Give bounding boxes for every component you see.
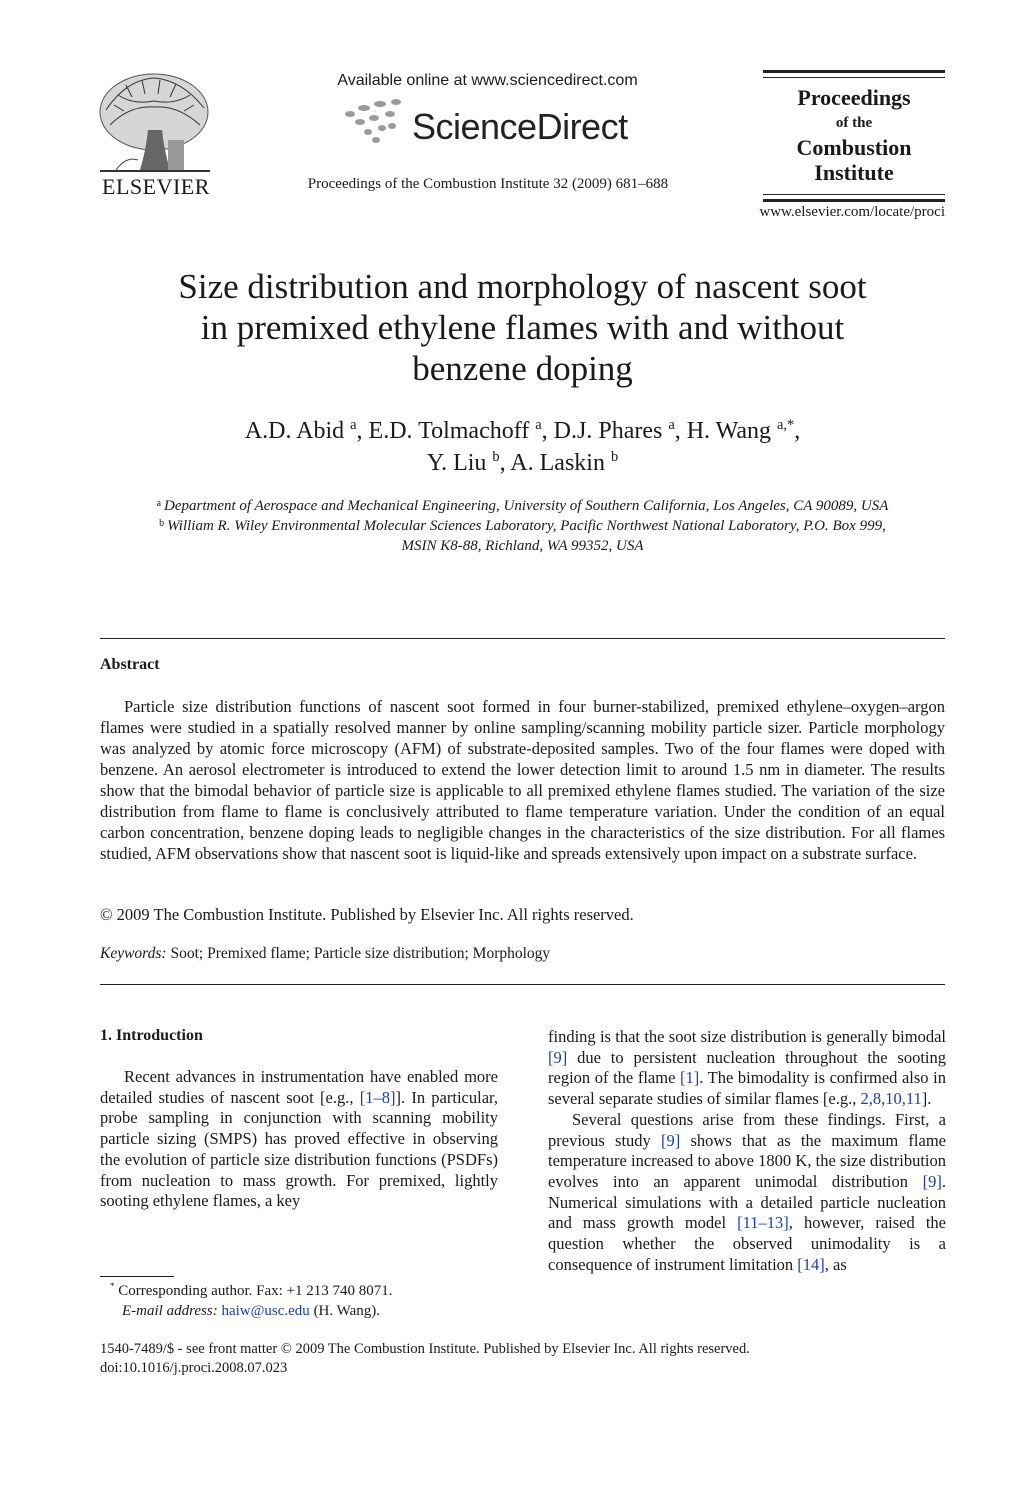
citation-link[interactable]: [9] xyxy=(548,1047,568,1067)
footnote-mark: * xyxy=(110,1281,115,1291)
email-suffix: (H. Wang). xyxy=(309,1303,380,1319)
paragraph xyxy=(548,1027,946,1110)
text-run: Recent advances in instrumentation have enabled more detailed studies of nascent soot [e.g., xyxy=(100,1067,498,1107)
text-run: , as xyxy=(824,1254,847,1274)
author-name[interactable]: A. Laskin xyxy=(510,450,605,476)
author-affil-sup: a,* xyxy=(777,417,795,433)
front-matter-line: 1540-7489/$ - see front matter © 2009 The Combustion Institute. Published by Elsevier Inc. All rights reserved. xyxy=(100,1341,750,1357)
text-run: ]. In particular, probe sampling in conjunction with scanning mobility particle sizing (SMPS) has proved effective in observing the evolution of particle size distribution functions (PSDFs) from nucleation to mass growth. For premixed, lightly sooting ethylene flames, a key xyxy=(100,1087,498,1211)
title-line-3: benzene doping xyxy=(412,349,633,388)
author-name[interactable]: A.D. Abid xyxy=(244,418,345,444)
citation-link[interactable]: [9] xyxy=(661,1130,681,1150)
author-name[interactable]: Y. Liu xyxy=(426,450,487,476)
journal-citation: Proceedings of the Combustion Institute 32 (2009) 681–688 xyxy=(307,176,669,192)
available-online-text[interactable]: Available online at www.sciencedirect.com xyxy=(337,72,638,89)
citation-link[interactable]: [11–13] xyxy=(737,1213,789,1233)
affiliation-b-line-1: William R. Wiley Environmental Molecular Sciences Laboratory, Pacific Northwest National Laboratory, P.O. Box 999, xyxy=(167,518,886,534)
brand-line-2: of the xyxy=(835,115,873,131)
right-column xyxy=(548,1027,946,1275)
text-run: shows that as the maximum flame temperature increased to above 1800 K, the size distribution evolves into an apparent unimodal distribution xyxy=(548,1130,946,1191)
author-affil-sup: b xyxy=(610,449,619,465)
email-label: E-mail address: xyxy=(122,1303,218,1319)
citation-link[interactable]: [14] xyxy=(797,1254,825,1274)
citation-link[interactable]: 2,8,10,11 xyxy=(860,1089,922,1109)
divider xyxy=(100,984,945,985)
citation-link[interactable]: [1] xyxy=(679,1068,700,1088)
author-affil-sup: a xyxy=(535,417,542,433)
abstract-heading: Abstract xyxy=(100,656,160,673)
paragraph xyxy=(100,1067,498,1212)
author-affil-sup: b xyxy=(492,449,500,465)
doi-link[interactable]: doi:10.1016/j.proci.2008.07.023 xyxy=(100,1360,288,1376)
citation-link[interactable]: [1–8] xyxy=(359,1087,396,1107)
footnote-rule xyxy=(100,1276,174,1277)
author-name[interactable]: H. Wang xyxy=(686,418,771,444)
brand-line-4: Institute xyxy=(814,160,894,185)
paragraph xyxy=(548,1110,946,1276)
affiliation-a: Department of Aerospace and Mechanical Engineering, University of Southern California, Los Angeles, CA 90089, USA xyxy=(164,498,889,514)
affil-sup: b xyxy=(159,518,165,529)
text-run: ]. xyxy=(921,1089,932,1109)
left-column xyxy=(100,1067,498,1212)
text-run: . The bimodality is confirmed also in several separate studies of similar flames [e.g., xyxy=(548,1068,946,1109)
title-line-1: Size distribution and morphology of nascent soot xyxy=(178,267,867,306)
brand-line-1: Proceedings xyxy=(797,85,911,110)
email-link[interactable]: haiw@usc.edu xyxy=(221,1303,310,1319)
abstract-paragraph: Particle size distribution functions of nascent soot formed in four burner-stabilized, premixed ethylene–oxygen–argon flames were studied in a spatially resolved manner by online sampling/scanning mobility particle sizer. Particle morphology was analyzed by atomic force microscopy (AFM) of substrate-deposited samples. Two of the four flames were doped with benzene. An aerosol electrometer is introduced to extend the lower detection limit to around 1.5 nm in diameter. The results show that the bimodal behavior of particle size is applicable to all premixed ethylene flames studied. The variation of the size distribution from flame to flame is conclusively attributed to flame temperature variation. Under the condition of an equal carbon concentration, benzene doping leads to negligible changes in the characteristics of the size distribution. For all flames studied, AFM observations show that nascent soot is liquid-like and spreads extensively upon impact on a substrate surface. xyxy=(100,697,945,863)
corresponding-author-footnote xyxy=(100,1281,500,1321)
article-title xyxy=(100,266,945,389)
author-name[interactable]: E.D. Tolmachoff xyxy=(368,418,530,444)
keywords-label: Keywords: xyxy=(100,945,167,962)
affiliations xyxy=(100,496,945,556)
text-run: finding is that the soot size distribution is generally bimodal xyxy=(548,1027,946,1046)
brand-line-3: Combustion xyxy=(796,135,912,160)
keywords-list: Soot; Premixed flame; Particle size distribution; Morphology xyxy=(170,945,551,962)
title-line-2: in premixed ethylene flames with and without xyxy=(200,308,845,347)
journal-url-link[interactable]: www.elsevier.com/locate/proci xyxy=(759,204,945,220)
text-run: . Numerical simulations with a detailed particle nucleation and mass growth model xyxy=(548,1171,946,1233)
publisher-name: ELSEVIER xyxy=(102,174,210,199)
author-affil-sup: a xyxy=(668,417,675,433)
affiliation-b-line-2: MSIN K8-88, Richland, WA 99352, USA xyxy=(401,538,644,554)
author-affil-sup: a xyxy=(350,417,357,433)
sciencedirect-wordmark[interactable]: ScienceDirect xyxy=(412,106,628,147)
abstract-body xyxy=(100,696,945,864)
journal-brand-box xyxy=(763,70,945,202)
divider xyxy=(100,638,945,639)
citation-link[interactable]: [9] xyxy=(922,1171,942,1191)
footnote-fax: Corresponding author. Fax: +1 213 740 8071. xyxy=(118,1283,393,1299)
abstract-copyright: © 2009 The Combustion Institute. Published by Elsevier Inc. All rights reserved. xyxy=(100,905,634,924)
text-run: Several questions arise from these findings. First, a previous study xyxy=(548,1109,946,1150)
author-list: A.D. Abid $^a$, E.D. Tolmachoff $^a$, D.J. Phares $^a$, H. Wang $^{a,*}$, Y. Liu $^b$, A. Laskin $^b$ xyxy=(244,417,801,476)
affil-sup: a xyxy=(156,498,162,509)
section-heading-introduction: 1. Introduction xyxy=(100,1027,203,1044)
text-run: due to persistent nucleation throughout the sooting region of the flame xyxy=(548,1047,946,1088)
author-name[interactable]: D.J. Phares xyxy=(553,418,663,444)
text-run: , however, raised the question whether the observed unimodality is a consequence of instrument limitation xyxy=(548,1213,947,1274)
keywords xyxy=(100,945,550,963)
